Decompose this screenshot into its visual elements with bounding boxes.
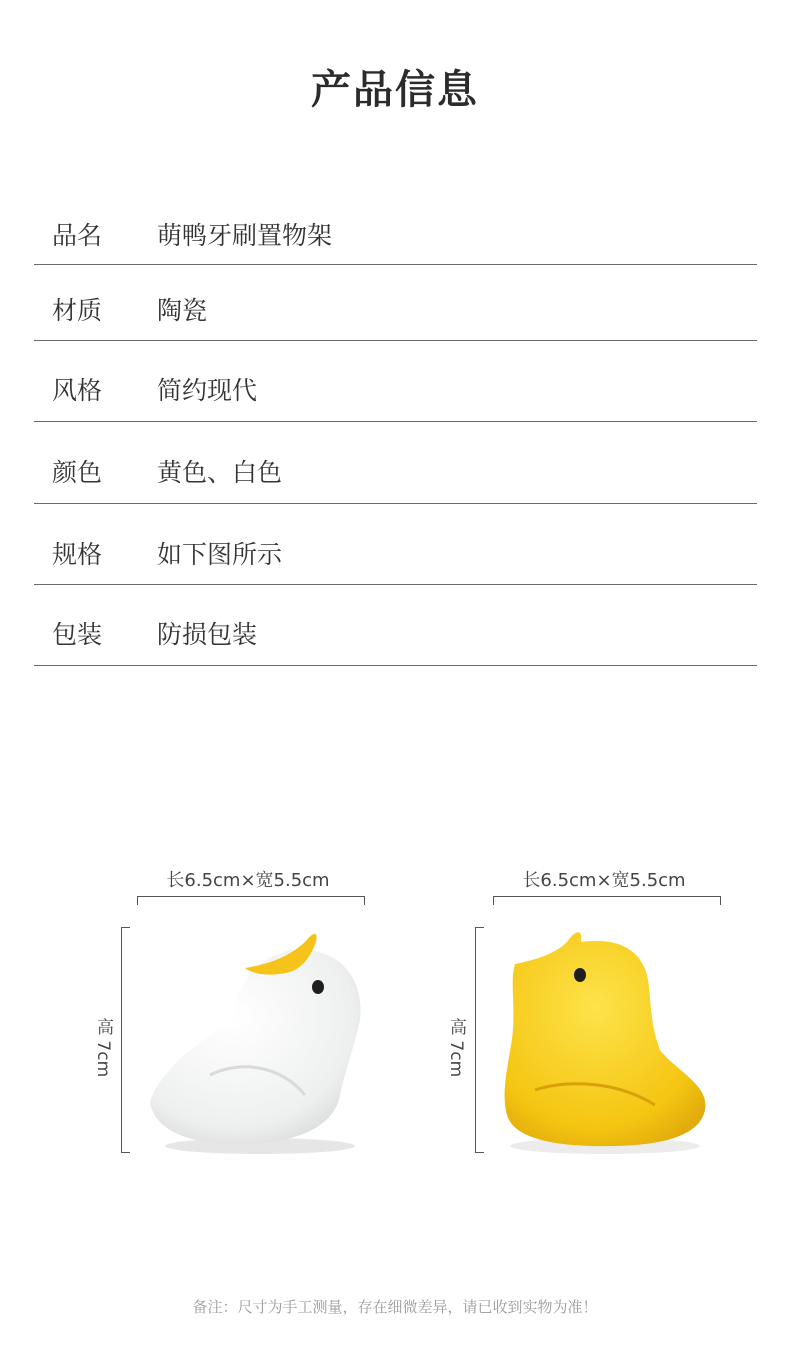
spec-label: 包装: [52, 620, 103, 649]
height-dimension-label: 高 7cm: [446, 1018, 466, 1078]
height-bracket: [475, 927, 484, 1153]
spec-row-color: [34, 422, 757, 504]
yellow-duck-image: [495, 920, 725, 1160]
spec-value: 黄色、白色: [157, 458, 283, 487]
spec-row-name: [34, 204, 757, 265]
spec-value: 防损包装: [157, 620, 258, 649]
white-duck-image: [140, 920, 380, 1160]
width-bracket: [137, 896, 365, 905]
width-dimension-label: 长6.5cm×宽5.5cm: [522, 870, 686, 891]
spec-label: 材质: [52, 296, 103, 325]
spec-value: 陶瓷: [157, 296, 208, 325]
spec-value: 如下图所示: [157, 540, 283, 569]
height-dimension-label: 高 7cm: [93, 1018, 113, 1078]
spec-row-style: [34, 341, 757, 422]
disclaimer-note: 备注：尺寸为手工测量，存在细微差异，请已收到实物为准！: [192, 1298, 598, 1316]
spec-label: 规格: [52, 540, 103, 569]
page-title: 产品信息: [311, 67, 479, 113]
width-bracket: [493, 896, 721, 905]
width-dimension-label: 长6.5cm×宽5.5cm: [166, 870, 330, 891]
spec-value: 简约现代: [157, 376, 258, 405]
spec-label: 品名: [52, 221, 103, 250]
spec-label: 风格: [52, 376, 103, 405]
spec-value: 萌鸭牙刷置物架: [157, 221, 333, 250]
spec-row-material: [34, 265, 757, 341]
spec-label: 颜色: [52, 458, 103, 487]
height-bracket: [121, 927, 130, 1153]
spec-row-size: [34, 504, 757, 585]
spec-row-packaging: [34, 585, 757, 666]
spec-table: [34, 204, 757, 666]
